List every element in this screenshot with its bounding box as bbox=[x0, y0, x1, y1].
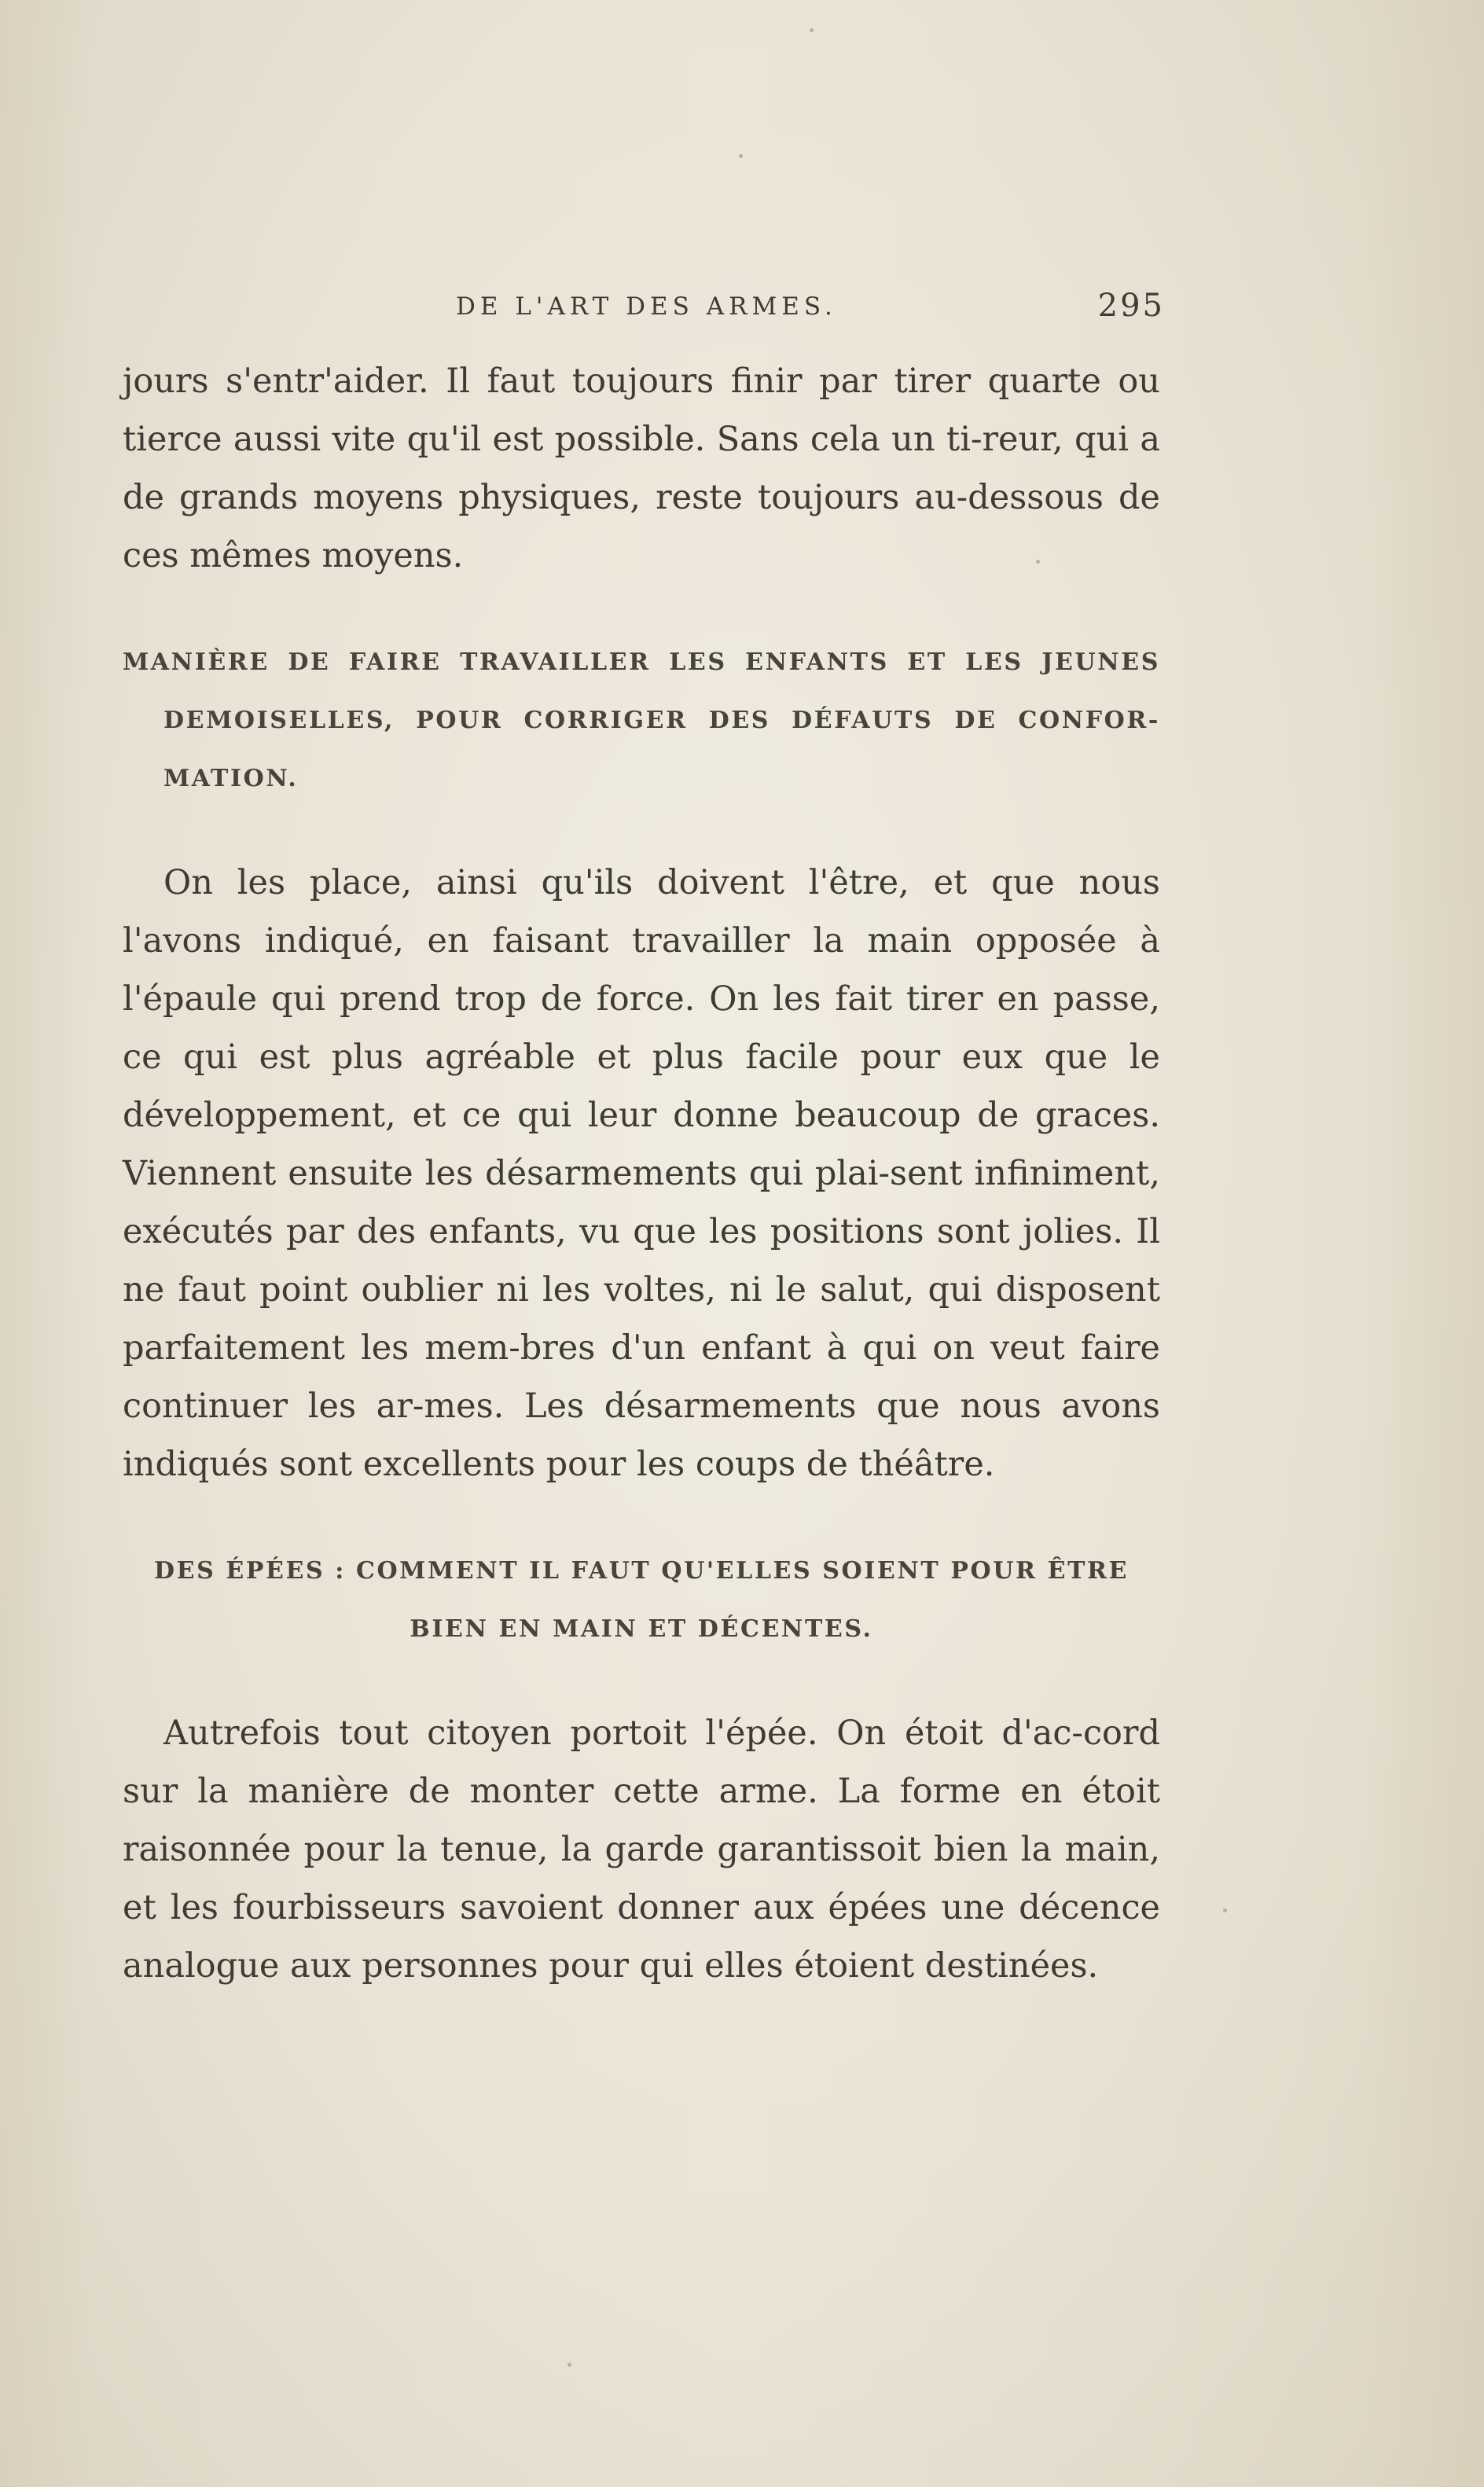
page-header bbox=[456, 288, 1210, 340]
paper-speck bbox=[568, 2363, 571, 2367]
section-heading-swords: DES ÉPÉES : COMMENT IL FAUT QU'ELLES SOIENT POUR ÊTRE BIEN EN MAIN ET DÉCENTES. bbox=[154, 1557, 1129, 1643]
paragraph-continuation: jours s'entr'aider. Il faut toujours finir par tirer quarte ou tierce aussi vite qu'il est possible. Sans cela un ti-reur, qui a de grands moyens physiques, reste toujours au-dessous de ces mêmes moyens. bbox=[123, 362, 1160, 575]
paper-speck bbox=[810, 28, 814, 32]
paragraph-children-training: On les place, ainsi qu'ils doivent l'être, et que nous l'avons indiqué, en faisant travailler la main opposée à l'épaule qui prend trop de force. On les fait tirer en passe, ce qui est plus agréable et plus facile pour eux que le développement, et ce qui leur donne beaucoup de graces. Viennent ensuite les désarmements qui plai-sent infiniment, exécutés par des enfants, vu que les positions sont jolies. Il ne faut point oublier ni les voltes, ni le salut, qui disposent parfaitement les mem-bres d'un enfant à qui on veut faire continuer les ar-mes. Les désarmements que nous avons indiqués sont excellents pour les coups de théâtre. bbox=[123, 863, 1160, 1484]
paragraph-swords: Autrefois tout citoyen portoit l'épée. On étoit d'ac-cord sur la manière de monter cette arme. La forme en étoit raisonnée pour la tenue, la garde garantissoit bien la main, et les fourbisseurs savoient donner aux épées une décence analogue aux personnes pour qui elles étoient destinées. bbox=[123, 1714, 1160, 1986]
paper-speck bbox=[1036, 560, 1040, 564]
paper-speck bbox=[739, 154, 743, 158]
page-number: 295 bbox=[1097, 288, 1165, 324]
running-title: DE L'ART DES ARMES. bbox=[456, 292, 837, 321]
paper-speck bbox=[1223, 1908, 1227, 1912]
section-heading-children: MANIÈRE DE FAIRE TRAVAILLER LES ENFANTS ET LES JEUNES DEMOISELLES, POUR CORRIGER DES DÉFAUTS DE CONFOR-MATION. bbox=[123, 648, 1160, 792]
text-block bbox=[123, 352, 1160, 1995]
